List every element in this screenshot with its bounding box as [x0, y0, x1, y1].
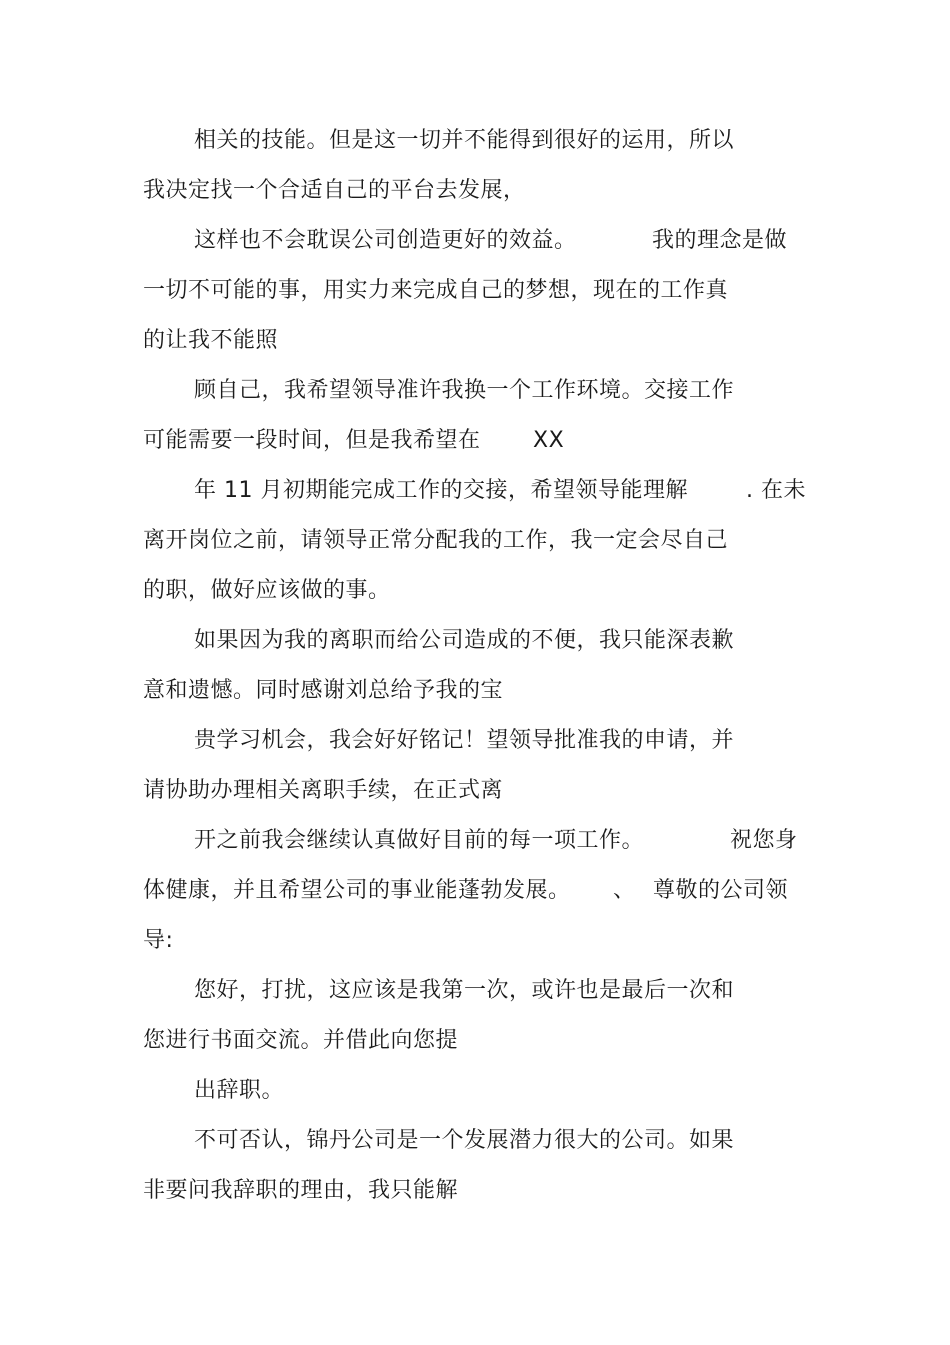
text-line [143, 176, 526, 206]
text-segment: 离开岗位之前，请领导正常分配我的工作，我一定会尽自己 [143, 528, 729, 553]
text-segment: 可能需要一段时间，但是我希望在 [143, 428, 481, 453]
text-segment: 体健康，并且希望公司的事业能蓬勃发展。 [143, 878, 571, 903]
text-segment: 开之前我会继续认真做好目前的每一项工作。 [194, 828, 645, 853]
text-segment: 的职，做好应该做的事。 [143, 578, 391, 603]
text-line [143, 526, 728, 556]
text-segment: 导: [143, 928, 174, 953]
text-segment: 一切不可能的事，用实力来完成自己的梦想，现在的工作真 [143, 278, 729, 303]
text-segment: 贵学习机会，我会好好铭记！望领导批准我的申请，并 [194, 728, 735, 753]
text-line [194, 1076, 284, 1106]
text-line [194, 626, 734, 656]
text-line [194, 976, 734, 1006]
text-segment: . 在未 [746, 478, 806, 503]
text-segment: 您进行书面交流。并借此向您提 [143, 1028, 459, 1053]
text-segment: 如果因为我的离职而给公司造成的不便，我只能深表歉 [194, 628, 735, 653]
text-segment: XX [533, 428, 565, 453]
text-line [143, 1176, 458, 1206]
text-segment: 年 11 月初期能完成工作的交接，希望领导能理解 [194, 478, 688, 503]
text-segment: 这样也不会耽误公司创造更好的效益。 [194, 228, 577, 253]
text-segment: 出辞职。 [194, 1078, 285, 1103]
text-segment: 相关的技能。但是这一切并不能得到很好的运用，所以 [194, 128, 735, 153]
text-line [194, 126, 734, 156]
text-line [143, 576, 391, 606]
text-segment: 尊敬的公司领 [653, 878, 789, 903]
text-segment: 顾自己，我希望领导准许我换一个工作环境。交接工作 [194, 378, 735, 403]
text-line [143, 1026, 458, 1056]
text-segment: 祝您身 [730, 828, 798, 853]
text-segment: 我的理念是做 [652, 228, 788, 253]
text-line [143, 676, 503, 706]
text-line [143, 776, 503, 806]
text-line [194, 726, 734, 756]
text-line [143, 926, 173, 956]
text-segment: 不可否认，锦丹公司是一个发展潜力很大的公司。如果 [194, 1128, 735, 1153]
text-line [143, 276, 728, 306]
text-segment: 我决定找一个合适自己的平台去发展， [143, 178, 526, 203]
text-segment: 的让我不能照 [143, 328, 279, 353]
text-segment: 请协助办理相关离职手续，在正式离 [143, 778, 504, 803]
text-line [194, 376, 734, 406]
text-segment: 非要问我辞职的理由，我只能解 [143, 1178, 459, 1203]
text-line [194, 1126, 734, 1156]
text-line [143, 326, 278, 356]
text-segment: 意和遗憾。同时感谢刘总给予我的宝 [143, 678, 504, 703]
text-segment: 、 [613, 878, 636, 903]
text-segment: 您好，打扰，这应该是我第一次，或许也是最后一次和 [194, 978, 735, 1003]
